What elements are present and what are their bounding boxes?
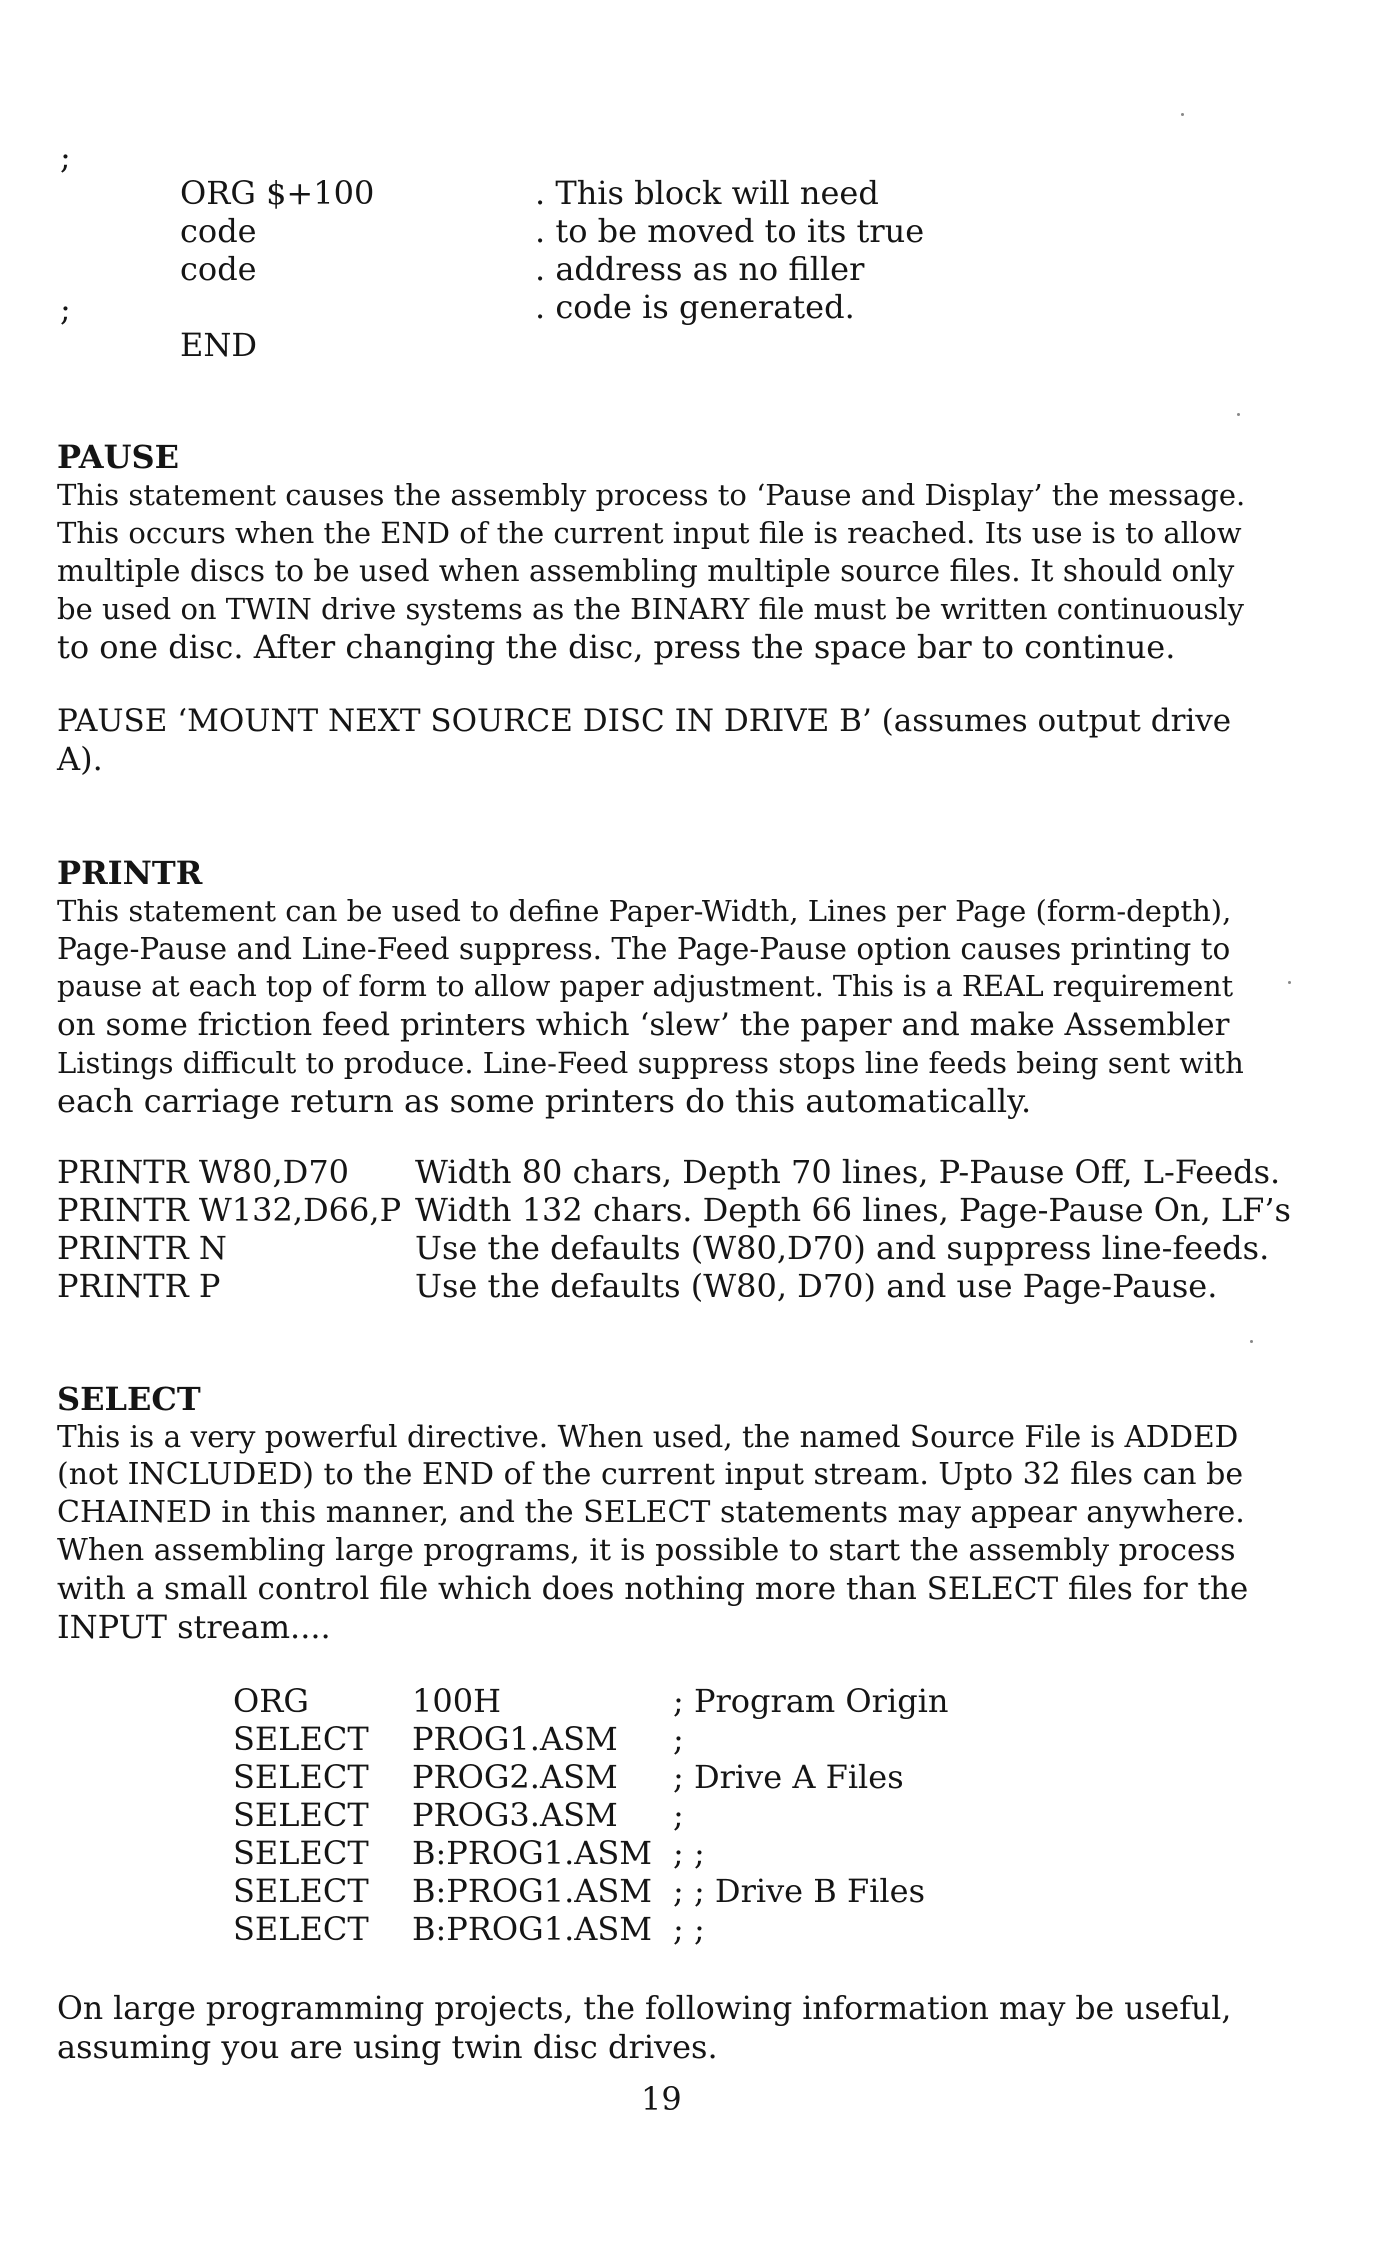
code-comments <box>535 174 924 326</box>
paragraph-line: This occurs when the END of the current input file is reached. Its use is to allow <box>57 516 1242 550</box>
paragraph-line: on some friction feed printers which ‘slew’ the paper and make Assembler <box>57 1007 1230 1043</box>
code-comment: . This block will need <box>535 174 879 212</box>
code-lines <box>180 174 374 364</box>
paragraph-line: with a small control file which does nothing more than SELECT files for the <box>57 1571 1249 1607</box>
pause-paragraph <box>57 476 1247 666</box>
listing-comment: ; Drive A Files <box>673 1758 904 1796</box>
paragraph-line: be used on TWIN drive systems as the BINARY file must be written continuously <box>57 592 1245 626</box>
select-listing-args <box>412 1682 652 1948</box>
example-line: A). <box>57 740 103 778</box>
example-line: PAUSE ‘MOUNT NEXT SOURCE DISC IN DRIVE B’ (assumes output drive <box>57 703 1232 739</box>
listing-arg: 100H <box>412 1682 501 1720</box>
listing-arg: PROG1.ASM <box>412 1720 618 1758</box>
printr-example-cmd: PRINTR W132,D66,P <box>57 1191 402 1229</box>
code-semicolon: ; <box>60 290 71 328</box>
printr-heading: PRINTR <box>57 854 203 892</box>
page-number: 19 <box>641 2080 682 2118</box>
listing-comment: ; ; <box>673 1834 705 1872</box>
listing-op: SELECT <box>233 1872 369 1910</box>
listing-comment: ; ; Drive B Files <box>673 1872 925 1910</box>
paragraph-line: each carriage return as some printers do this automatically. <box>57 1082 1032 1120</box>
code-comment: . code is generated. <box>535 288 855 326</box>
code-line: END <box>180 326 258 364</box>
paragraph-line: INPUT stream.... <box>57 1608 331 1646</box>
printr-example-desc: Width 80 chars, Depth 70 lines, P-Pause Off, L-Feeds. <box>415 1153 1281 1191</box>
printr-example-desc: Use the defaults (W80,D70) and suppress line-feeds. <box>415 1229 1270 1267</box>
code-comment: . address as no filler <box>535 250 865 288</box>
listing-op: SELECT <box>233 1834 369 1872</box>
listing-arg: B:PROG1.ASM <box>412 1910 653 1948</box>
paragraph-line: Listings difficult to produce. Line-Feed suppress stops line feeds being sent with <box>57 1046 1244 1080</box>
printr-paragraph <box>57 892 1247 1120</box>
select-listing-ops <box>233 1682 369 1948</box>
listing-arg: B:PROG1.ASM <box>412 1834 653 1872</box>
paragraph-line: (not INCLUDED) to the END of the current input stream. Upto 32 files can be <box>57 1457 1244 1492</box>
scan-speck <box>1237 413 1240 416</box>
listing-arg: B:PROG1.ASM <box>412 1872 653 1910</box>
code-line: ORG $+100 <box>180 174 375 212</box>
pause-heading: PAUSE <box>57 438 179 476</box>
listing-op: SELECT <box>233 1720 369 1758</box>
printr-example-commands <box>57 1153 401 1305</box>
code-comment: . to be moved to its true <box>535 212 925 250</box>
paragraph-line: On large programming projects, the following information may be useful, <box>57 1991 1232 2027</box>
listing-comment: ; Program Origin <box>673 1682 949 1720</box>
printr-example-descriptions <box>415 1153 1291 1305</box>
paragraph-line: This statement can be used to define Paper-Width, Lines per Page (form-depth), <box>57 894 1232 928</box>
listing-op: SELECT <box>233 1758 369 1796</box>
listing-op: SELECT <box>233 1910 369 1948</box>
printr-example-cmd: PRINTR W80,D70 <box>57 1153 350 1191</box>
paragraph-line: assuming you are using twin disc drives. <box>57 2028 718 2066</box>
paragraph-line: multiple discs to be used when assembling multiple source files. It should only <box>57 554 1235 588</box>
printr-example-desc: Width 132 chars. Depth 66 lines, Page-Pause On, LF’s <box>415 1191 1291 1229</box>
printr-example-desc: Use the defaults (W80, D70) and use Page-Pause. <box>415 1267 1218 1305</box>
code-line: code <box>180 250 257 288</box>
code-line: code <box>180 212 257 250</box>
select-heading: SELECT <box>57 1380 201 1418</box>
listing-op: ORG <box>233 1682 309 1720</box>
listing-op: SELECT <box>233 1796 369 1834</box>
paragraph-line: Page-Pause and Line-Feed suppress. The Page-Pause option causes printing to <box>57 932 1231 966</box>
code-semicolon: ; <box>60 138 71 176</box>
select-listing-comments <box>673 1682 949 1948</box>
scan-speck <box>1181 113 1184 116</box>
paragraph-line: to one disc. After changing the disc, press the space bar to continue. <box>57 628 1176 666</box>
listing-arg: PROG2.ASM <box>412 1758 618 1796</box>
code-line <box>180 288 374 326</box>
scan-speck <box>1288 981 1291 984</box>
paragraph-line: CHAINED in this manner, and the SELECT statements may appear anywhere. <box>57 1495 1245 1530</box>
paragraph-line: This statement causes the assembly process to ‘Pause and Display’ the message. <box>57 478 1246 512</box>
printr-example-cmd: PRINTR P <box>57 1267 221 1305</box>
listing-comment: ; ; <box>673 1910 705 1948</box>
pause-example <box>57 702 1247 778</box>
listing-arg: PROG3.ASM <box>412 1796 618 1834</box>
printr-example-cmd: PRINTR N <box>57 1229 227 1267</box>
listing-comment: ; <box>673 1796 684 1834</box>
select-paragraph <box>57 1418 1248 1646</box>
select-closing <box>57 1990 1247 2066</box>
paragraph-line: This is a very powerful directive. When used, the named Source File is ADDED <box>57 1420 1239 1454</box>
paragraph-line: When assembling large programs, it is possible to start the assembly process <box>57 1533 1236 1568</box>
paragraph-line: pause at each top of form to allow paper adjustment. This is a REAL requirement <box>57 970 1234 1003</box>
scan-speck <box>1250 1340 1253 1343</box>
listing-comment: ; <box>673 1720 684 1758</box>
